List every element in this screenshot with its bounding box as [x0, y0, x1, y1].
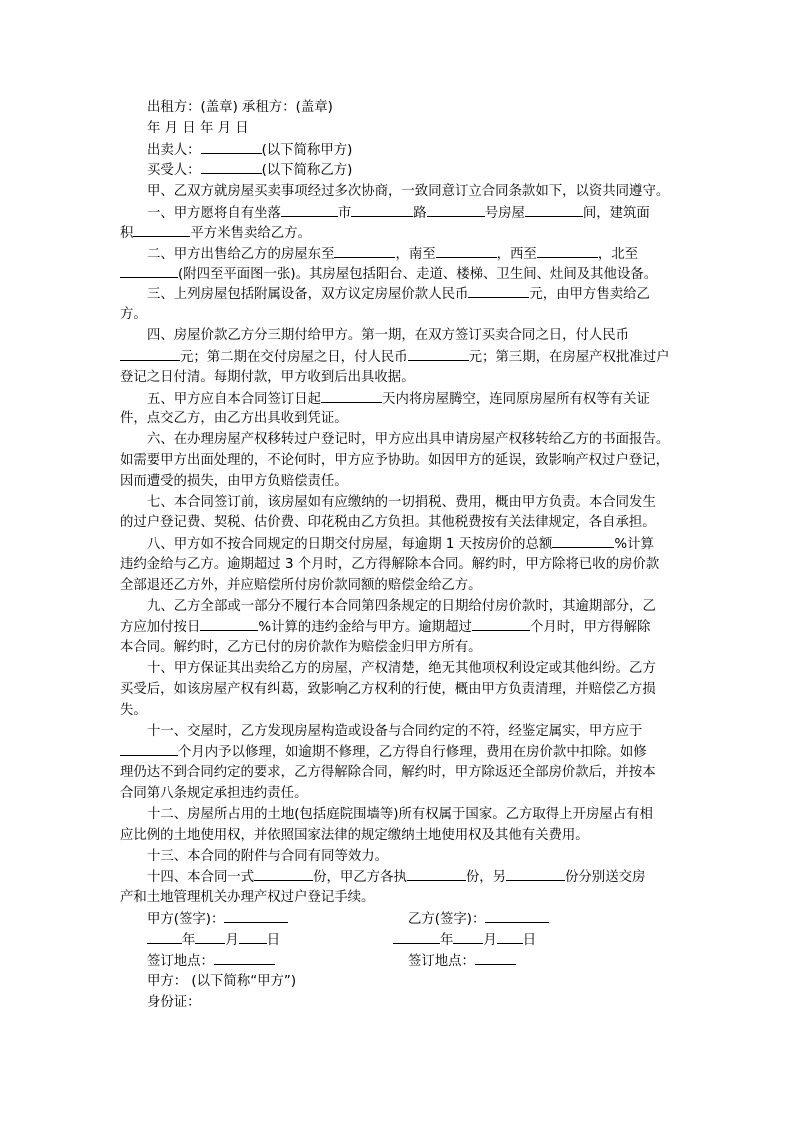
clause-text: 份分别送交房 — [565, 870, 646, 885]
clause-text: 间，建筑面 — [582, 206, 650, 221]
blank-field — [195, 931, 225, 944]
clause-text: %计算的违约金给与甲方。逾期超过 — [258, 620, 472, 635]
clause-text: 二、甲方出售给乙方的房屋东至 — [147, 247, 335, 262]
blank-field — [408, 348, 469, 361]
clause-text: 元；第二期在交付房屋之日，付人民币 — [180, 350, 408, 365]
seller-label: 出卖人： — [147, 143, 201, 158]
clause-14-line-1 — [147, 868, 645, 887]
blank-field — [497, 931, 523, 944]
clause-10-line-1: 十、甲方保证其出卖给乙方的房屋，产权清楚，绝无其他项权利设定或其他纠纷。乙方 — [147, 661, 656, 676]
blank-field — [120, 743, 178, 756]
seller-line — [147, 141, 352, 160]
clause-8-line-3: 全部退还乙方外，并应赔偿所付房价款同额的赔偿金给乙方。 — [120, 578, 482, 593]
clause-2-line-1 — [147, 245, 638, 264]
blank-field — [334, 245, 395, 258]
clause-12-line-2: 应比例的土地使用权，并依照国家法律的规定缴纳土地使用权及其他有关费用。 — [120, 828, 589, 843]
date-line: 年 月 日 年 月 日 — [147, 121, 249, 136]
blank-field — [224, 910, 288, 923]
clause-text: 份，甲乙方各执 — [313, 870, 407, 885]
place-label: 签订地点： — [147, 954, 214, 969]
clause-6-line-1: 六、在办理房屋产权移转过户登记时，甲方应出具申请房屋产权移转给乙方的书面报告。 — [147, 432, 670, 447]
parties-line: 出租方：(盖章) 承租方：(盖章) — [147, 100, 333, 115]
clause-text: 元；第三期，在房屋产权批准过户 — [468, 350, 670, 365]
party-b-signature — [408, 910, 549, 929]
date-unit: 年 — [440, 933, 454, 948]
clause-14-line-2: 产和土地管理机关办理产权过户登记手续。 — [120, 890, 375, 905]
date-unit: 日 — [266, 933, 281, 948]
blank-field — [472, 618, 530, 631]
blank-field — [281, 204, 338, 217]
blank-field — [453, 931, 483, 944]
seller-suffix: (以下简称甲方) — [261, 143, 353, 158]
clause-text: 个月内予以修理，如逾期不修理，乙方得自行修理，费用在房价款中扣除。如修 — [178, 745, 647, 760]
date-unit: 日 — [522, 933, 537, 948]
clause-6-line-2: 如需要甲方出面处理的，不论何时，甲方应予协助。如因甲方的延误，致影响产权过户登记， — [120, 453, 670, 468]
clause-1-line-2 — [120, 224, 311, 243]
buyer-suffix: (以下简称乙方) — [261, 163, 353, 178]
blank-field — [468, 285, 529, 298]
blank-field — [147, 931, 182, 944]
date-unit: 月 — [483, 933, 497, 948]
blank-field — [475, 952, 516, 965]
blank-field — [552, 535, 614, 548]
buyer-label: 买受人： — [147, 163, 201, 178]
party-a-place — [147, 952, 275, 971]
blank-field — [239, 931, 267, 944]
signature-label: 甲方(签字)： — [147, 912, 225, 927]
clause-text: 市 — [337, 206, 352, 221]
clause-text: 十四、本合同一式 — [147, 870, 255, 885]
clause-11-line-1: 十一、交屋时，乙方发现房屋构造或设备与合同约定的不符，经鉴定属实，甲方应于 — [147, 724, 643, 739]
clause-1-line-1 — [147, 204, 650, 223]
clause-text: 平方米售卖给乙方。 — [190, 226, 311, 241]
clause-13: 十三、本合同的附件与合同有同等效力。 — [147, 849, 389, 864]
clause-text: 元，由甲方售卖给乙 — [529, 287, 650, 302]
clause-text: %计算 — [614, 537, 654, 552]
clause-text: 份，另 — [465, 870, 507, 885]
clause-11-line-4: 合同第八条规定承担违约责任。 — [120, 786, 308, 801]
clause-text: 三、上列房屋包括附属设备，双方议定房屋价款人民币 — [147, 287, 469, 302]
id-card-line: 身份证： — [147, 995, 201, 1010]
blank-field — [201, 141, 262, 154]
clause-11-line-2 — [120, 743, 647, 762]
blank-field — [120, 348, 180, 361]
clause-text: 积 — [120, 226, 134, 241]
blank-field — [525, 204, 583, 217]
clause-text: (附四至平面图一张)。其房屋包括阳台、走道、楼梯、卫生间、灶间及其他设备。 — [178, 267, 658, 282]
clause-10-line-2: 买受后，如该房屋产权有纠葛，致影响乙方权利的行使，概由甲方负责清理，并赔偿乙方损 — [120, 682, 656, 697]
blank-field — [485, 910, 549, 923]
clause-8-line-1 — [147, 535, 654, 554]
clause-7-line-2: 的过户登记费、契税、估价费、印花税由乙方负担。其他税费按有关法律规定，各自承担。 — [120, 515, 656, 530]
blank-field — [436, 245, 497, 258]
clause-5-line-1 — [147, 390, 650, 409]
blank-field — [200, 618, 258, 631]
clause-10-line-3: 失。 — [120, 703, 147, 718]
clause-text: ，西至 — [496, 247, 537, 262]
clause-9-line-2 — [120, 618, 650, 637]
party-b-date — [393, 931, 536, 950]
party-b-place — [408, 952, 516, 971]
clause-text: 个月时，甲方得解除 — [529, 620, 651, 635]
clause-3-line-1 — [147, 285, 650, 304]
clause-text: ，南至 — [395, 247, 436, 262]
clause-7-line-1: 七、本合同签订前，该房屋如有应缴纳的一切捐税、费用，概由甲方负责。本合同发生 — [147, 495, 656, 510]
clause-text: ，北至 — [597, 247, 638, 262]
blank-field — [133, 224, 190, 237]
blank-field — [393, 931, 440, 944]
intro-paragraph: 甲、乙双方就房屋买卖事项经过多次协商，一致同意订立合同条款如下，以资共同遵守。 — [147, 184, 670, 199]
clause-12-line-1: 十二、房屋所占用的土地(包括庭院围墙等)所有权属于国家。乙方取得上开房屋占有相 — [147, 807, 653, 822]
clause-text: 号房屋 — [484, 206, 525, 221]
date-unit: 年 — [182, 933, 196, 948]
blank-field — [214, 952, 275, 965]
place-label: 签订地点： — [408, 954, 475, 969]
clause-text: 五、甲方应自本合同签订日起 — [147, 392, 322, 407]
clause-4-line-2 — [120, 348, 670, 367]
buyer-line — [147, 161, 352, 180]
clause-text: 天内将房屋腾空，连同原房屋所有权等有关证 — [382, 392, 650, 407]
blank-field — [351, 204, 413, 217]
blank-field — [254, 868, 313, 881]
clause-2-line-2 — [120, 265, 657, 284]
blank-field — [201, 161, 262, 174]
signature-label: 乙方(签字)： — [408, 912, 486, 927]
clause-11-line-3: 理仍达不到合同约定的要求，乙方得解除合同，解约时，甲方除返还全部房价款后，并按本 — [120, 765, 656, 780]
blank-field — [120, 265, 178, 278]
clause-text: 八、甲方如不按合同规定的日期交付房屋，每逾期 1 天按房价的总额 — [147, 537, 553, 552]
party-a-signature — [147, 910, 288, 929]
clause-5-line-2: 件，点交乙方，由乙方出具收到凭证。 — [120, 411, 348, 426]
clause-3-line-2: 方。 — [120, 307, 147, 322]
clause-4-line-3: 登记之日付清。每期付款，甲方收到后出具收据。 — [120, 370, 415, 385]
blank-field — [321, 390, 382, 403]
clause-text: 方应加付按日 — [120, 620, 201, 635]
clause-6-line-3: 因而遭受的损失，由甲方负赔偿责任。 — [120, 474, 348, 489]
blank-field — [506, 868, 565, 881]
clause-text: 路 — [413, 206, 427, 221]
party-a-date — [147, 931, 280, 950]
clause-9-line-1: 九、乙方全部或一部分不履行本合同第四条规定的日期给付房价款时，其逾期部分，乙 — [147, 599, 656, 614]
clause-4-line-1: 四、房屋价款乙方分三期付给甲方。第一期，在双方签订买卖合同之日，付人民币 — [147, 328, 630, 343]
date-unit: 月 — [225, 933, 239, 948]
blank-field — [537, 245, 598, 258]
clause-text: 一、甲方愿将自有坐落 — [147, 206, 281, 221]
party-a-alias-line: 甲方： (以下简称“甲方”) — [147, 974, 297, 989]
clause-8-line-2: 违约金给与乙方。逾期超过 3 个月时，乙方得解除本合同。解约时，甲方除将已收的房价款 — [120, 557, 660, 572]
blank-field — [407, 868, 466, 881]
clause-9-line-3: 本合同。解约时，乙方已付的房价款作为赔偿金归甲方所有。 — [120, 640, 482, 655]
blank-field — [427, 204, 485, 217]
